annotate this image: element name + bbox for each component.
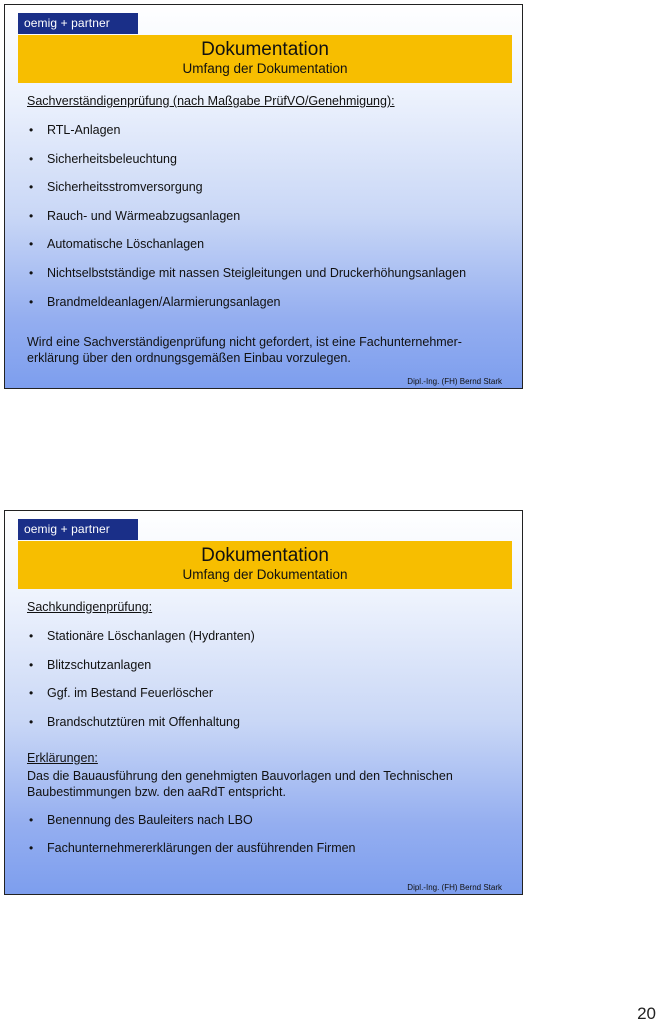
list-item: • Blitzschutzanlagen: [29, 657, 152, 672]
bullet-icon: •: [29, 294, 34, 309]
bullet-icon: •: [29, 714, 34, 729]
list-item: • Sicherheitsstromversorgung: [29, 180, 203, 195]
list-item: • Benennung des Bauleiters nach LBO: [29, 812, 253, 827]
company-logo: oemig + partner: [18, 519, 138, 540]
slide-2: [4, 510, 523, 895]
slide-subtitle: Umfang der Dokumentation: [182, 567, 348, 582]
bullet-icon: •: [29, 265, 34, 280]
bullet-list: [27, 628, 507, 730]
bullet-icon: •: [29, 629, 34, 643]
list-item: • Ggf. im Bestand Feuerlöscher: [29, 686, 214, 701]
section-heading-2: Erklärungen:: [27, 750, 98, 765]
company-logo: oemig + partner: [18, 13, 138, 34]
list-item: • Rauch- und Wärmeabzugsanlagen: [29, 208, 241, 223]
note-paragraph: Wird eine Sachverständigenprüfung nicht gefordert, ist eine Fachunternehmer-erklärung über den ordnungsgemäßen Einbau vorzulegen.: [27, 334, 462, 365]
bullet-list: [27, 122, 507, 310]
bullet-icon: •: [29, 151, 34, 166]
slide-content: [27, 599, 507, 869]
list-item: • Sicherheitsbeleuchtung: [29, 151, 177, 166]
title-banner: [18, 35, 512, 83]
bullet-icon: •: [29, 180, 34, 195]
bullet-icon: •: [29, 686, 34, 701]
section-heading: Sachkundigenprüfung:: [27, 600, 153, 614]
slide-content: [27, 93, 507, 366]
bullet-icon: •: [29, 208, 34, 223]
slide-footer: Dipl.-Ing. (FH) Bernd Stark: [407, 377, 502, 386]
list-item: • Fachunternehmererklärungen der ausführenden Firmen: [29, 841, 356, 856]
bullet-icon: •: [29, 123, 34, 137]
explanation-paragraph: Das die Bauausführung den genehmigten Bauvorlagen und den Technischen Baubestimmungen bzw. den aaRdT entspricht.: [27, 768, 453, 799]
slide-1: [4, 4, 523, 389]
bullet-icon: •: [29, 812, 34, 827]
bullet-icon: •: [29, 657, 34, 672]
bullet-icon: •: [29, 237, 34, 252]
list-item: • RTL-Anlagen: [29, 123, 121, 137]
section-heading: Sachverständigenprüfung (nach Maßgabe PrüfVO/Genehmigung):: [27, 94, 395, 108]
slide-title: Dokumentation: [201, 39, 329, 60]
list-item: • Automatische Löschanlagen: [29, 237, 205, 252]
bullet-list-2: [27, 812, 507, 857]
slide-footer: Dipl.-Ing. (FH) Bernd Stark: [407, 883, 502, 892]
slide-title: Dokumentation: [201, 545, 329, 566]
bullet-icon: •: [29, 841, 34, 856]
list-item: • Nichtselbstständige mit nassen Steigleitungen und Druckerhöhungsanlagen: [29, 265, 467, 280]
title-banner: [18, 541, 512, 589]
slide-subtitle: Umfang der Dokumentation: [182, 61, 348, 76]
list-item: • Brandmeldeanlagen/Alarmierungsanlagen: [29, 294, 281, 309]
page-number: 20: [637, 1004, 656, 1023]
list-item: • Stationäre Löschanlagen (Hydranten): [29, 629, 255, 643]
list-item: • Brandschutztüren mit Offenhaltung: [29, 714, 240, 729]
